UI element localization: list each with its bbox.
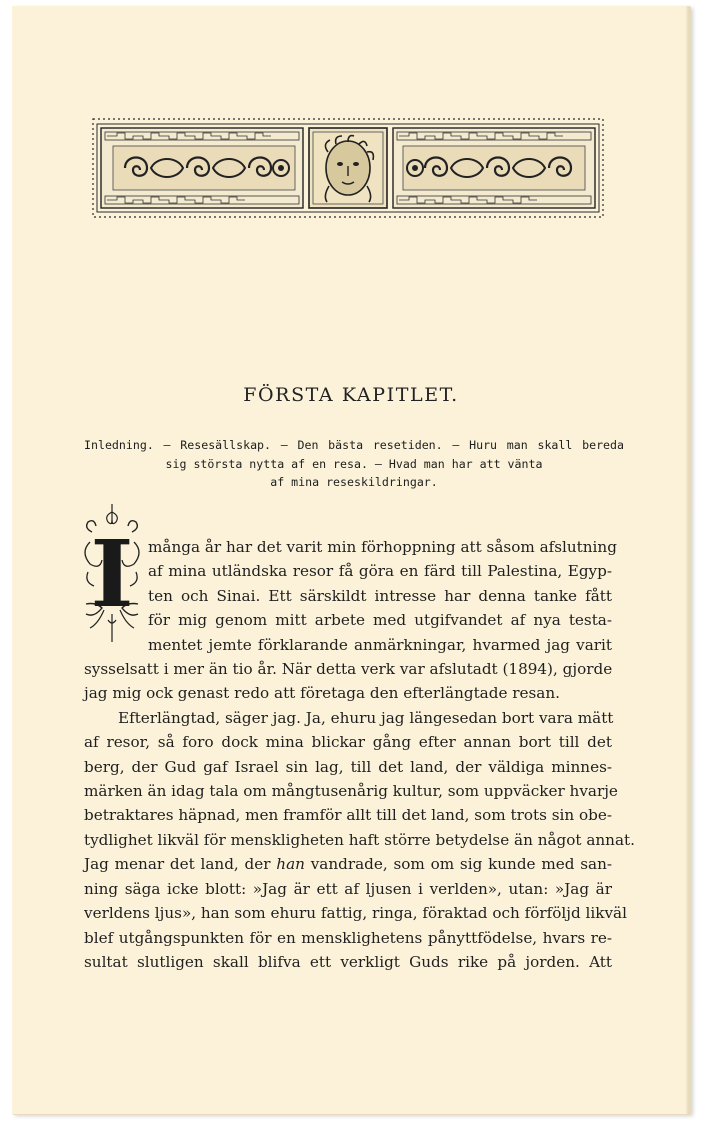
text-line: många år har det varit min förhoppning att såsom afslutning: [148, 538, 617, 556]
text-line: ten och Sinai. Ett särskildt intresse har denna tanke fått: [148, 586, 612, 605]
italic-word: han: [276, 855, 305, 874]
summary-line: Inledning. — Resesällskap. — Den bästa resetiden. — Huru man skall bereda: [84, 438, 624, 452]
text-line: sultat slutligen skall blifva ett verkligt Guds rike på jorden. Att: [84, 952, 612, 971]
book-page: [12, 6, 690, 1114]
summary-line: af mina reseskildringar.: [270, 475, 438, 489]
text-line: jag mig ock genast redo att företaga den efterlängtade resan.: [84, 684, 560, 703]
medusa-medallion: [309, 128, 387, 208]
text-line: ning säga icke blott: »Jag är ett af ljusen i verlden», utan: »Jag är: [84, 879, 612, 898]
text-line: Efterlängtad, säger jag. Ja, ehuru jag längesedan bort vara mätt: [118, 708, 614, 727]
text-line: märken än idag tala om mångtusenårig kultur, som uppväcker hvarje: [84, 782, 618, 801]
text-line: berg, der Gud gaf Israel sin lag, till det land, der väldiga minnes-: [84, 757, 612, 776]
text-line: tydlighet likväl för menskligheten haft större betydelse än något annat.: [84, 830, 635, 849]
summary-line: sig största nytta af en resa. — Hvad man har att vänta: [165, 456, 543, 471]
header-ornament: [91, 116, 605, 220]
dropcap-letter: I: [90, 520, 134, 628]
text-line: för mig genom mitt arbete med utgifvandet af nya testa-: [148, 611, 612, 630]
text-line: af mina utländska resor få göra en färd till Palestina, Egyp-: [148, 562, 612, 581]
text-segment: Jag menar det land, der: [84, 855, 271, 874]
chapter-summary: [84, 436, 624, 492]
text-segment: vandrade, som om sig kunde med san-: [310, 855, 612, 874]
text-line: sysselsatt i mer än tio år. När detta verk var afslutadt (1894), gjorde: [84, 660, 613, 679]
text-line: blef utgångspunkten för en mensklighetens pånyttfödelse, hvars re-: [84, 928, 612, 947]
page-edge: [686, 6, 690, 1114]
chapter-title: FÖRSTA KAPITLET.: [243, 384, 459, 406]
text-line: af resor, så foro dock mina blickar gång efter annan bort till det: [84, 733, 612, 752]
text-line: mentet jemte förklarande anmärkningar, hvarmed jag varit: [148, 635, 612, 654]
body-text: [84, 535, 635, 974]
text-line: [84, 852, 612, 876]
right-scroll-panel: [393, 128, 595, 208]
text-line: verldens ljus», han som ehuru fattig, ringa, föraktad och förföljd likväl: [84, 904, 627, 923]
text-line: betraktares häpnad, men framför allt till det land, som trots sin obe-: [84, 806, 612, 825]
left-scroll-panel: [101, 128, 303, 208]
